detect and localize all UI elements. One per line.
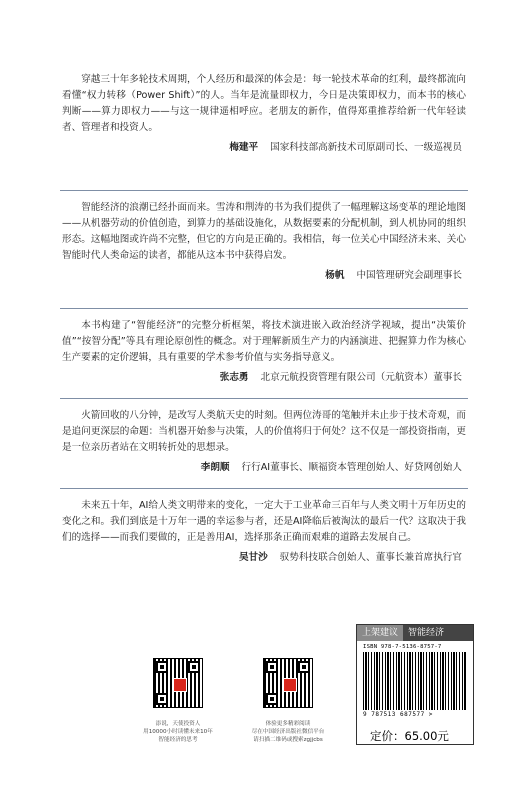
- endorsement-divider: [60, 308, 468, 309]
- barcode-box: [356, 624, 474, 745]
- endorser-name: 张志勇: [219, 372, 249, 383]
- endorser-title: 驭势科技联合创始人、董事长兼首席执行官: [279, 552, 462, 563]
- shelf-suggestion: [357, 625, 473, 641]
- endorser-name: 吴甘沙: [238, 552, 268, 563]
- qr-logo-icon: [283, 678, 297, 692]
- endorsement-divider: [60, 190, 468, 191]
- endorsement-text: 火箭回收的八分钟，是改写人类航天史的时刻。但两位涛哥的笔触并未止步于技术奇观，而是追问更深层的命题：当机器开始参与决策，人的价值将归于何处？这不仅是一部投资指南，更是一位亲历者站在文明转折处的思想录。: [62, 410, 466, 453]
- price: [370, 728, 449, 744]
- endorsement-4: [62, 408, 466, 475]
- endorser-name: 梅建平: [229, 142, 259, 153]
- endorsement-2: [62, 200, 466, 283]
- endorsement-signature: [62, 460, 466, 475]
- endorsement-text: 智能经济的浪潮已经扑面而来。雪涛和荆涛的书为我们提供了一幅理解这场变革的理论地图——从机器劳动的价值创造，到算力的基础设施化，从数据要素的分配机制，到人机协同的组织形态。这幅地图或许尚不完整，但它的方向是正确的。我相信，每一位关心中国经济未来、关心智能时代人类命运的读者，都能从这本书中获得启发。: [62, 202, 466, 261]
- endorsement-text: 穿越三十年多轮技术周期，个人经历和最深的体会是：每一轮技术革命的红利，最终都流向看懂“权力转移（Power Shift）”的人。当年是流量即权力，今日是决策即权力，而本书的核心判断——算力即权力——与这一规律遥相呼应。老朋友的新作，值得郑重推荐给新一代年轻读者、管理者和投资人。: [62, 74, 466, 133]
- qr-code-icon[interactable]: [153, 658, 203, 708]
- price-value: 65.00元: [404, 729, 449, 743]
- qr-caption: 体验更多精彩阅读 尽在中国经济出版社微信平台 请扫描二维码或搜索zgjjcbs: [251, 721, 325, 743]
- endorsement-signature: [62, 268, 466, 283]
- endorsement-text: 未来五十年，AI给人类文明带来的变化，一定大于工业革命三百年与人类文明十万年历史的变化之和。我们到底是十万年一遇的幸运参与者，还是AI降临后被淘汰的最后一代？这取决于我们的选择——而我们要做的，正是善用AI，选择那条正确而艰难的道路去发展自己。: [62, 500, 466, 543]
- endorsement-1: [62, 72, 466, 155]
- qr-logo-icon: [173, 678, 187, 692]
- price-label: 定价：: [370, 729, 405, 743]
- endorsement-signature: [62, 370, 466, 385]
- endorser-title: 行行AI董事长、顺福资本管理创始人、好贷网创始人: [241, 462, 462, 473]
- barcode-icon: [363, 652, 467, 710]
- endorser-name: 杨帆: [325, 270, 345, 281]
- qr-caption: 添说，天使投资人 用10000小时读懂未来10年 智能经济的思考: [143, 721, 213, 743]
- qr-block-publisher: [238, 658, 338, 744]
- endorser-title: 北京元航投资管理有限公司（元航资本）董事长: [260, 372, 462, 383]
- qr-block-author: [128, 658, 228, 744]
- endorser-name: 李朗顺: [200, 462, 230, 473]
- endorsement-signature: [62, 140, 466, 155]
- isbn-text: ISBN 978-7-5136-8757-7: [363, 644, 442, 650]
- barcode-digits: 9 787513 687577 >: [363, 711, 433, 718]
- shelf-label: 上架建议: [357, 625, 403, 641]
- endorsement-text: 本书构建了“智能经济”的完整分析框架，将技术演进嵌入政治经济学视域，提出“决策价值”“按智分配”等具有理论原创性的概念。对于理解新质生产力的内涵演进、把握算力作为核心生产要素的定价逻辑，具有重要的学术参考价值与实务指导意义。: [62, 320, 466, 363]
- endorser-title: 中国管理研究会副理事长: [356, 270, 462, 281]
- endorsement-divider: [60, 398, 468, 399]
- endorsement-signature: [62, 550, 466, 565]
- endorsement-3: [62, 318, 466, 385]
- endorsement-5: [62, 498, 466, 565]
- endorsement-divider: [60, 488, 468, 489]
- shelf-category: 智能经济: [403, 625, 473, 641]
- endorser-title: 国家科技部高新技术司原副司长、一级巡视员: [270, 142, 462, 153]
- qr-code-icon[interactable]: [263, 658, 313, 708]
